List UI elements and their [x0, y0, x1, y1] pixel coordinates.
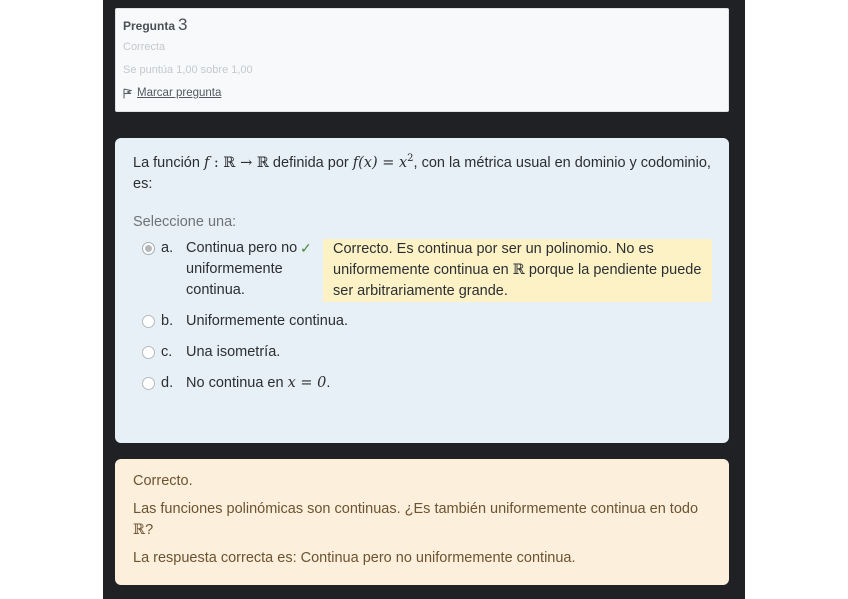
- option-c-radio[interactable]: [142, 346, 155, 359]
- question-text: [133, 148, 711, 195]
- qtext-part2: definida por: [268, 154, 353, 171]
- flag-icon[interactable]: [123, 88, 132, 99]
- qtext-math-map: : ℝ → ℝ: [209, 154, 269, 171]
- option-d-label[interactable]: [186, 373, 330, 394]
- option-d-letter: d.: [161, 374, 174, 391]
- flag-question-row[interactable]: [123, 87, 721, 99]
- question-grade: Se puntúa 1,00 sobre 1,00: [123, 64, 253, 76]
- question-label: Pregunta: [123, 19, 176, 33]
- question-content: [115, 138, 729, 443]
- option-d-label-prefix: No continua en: [186, 374, 288, 391]
- option-b-letter: b.: [161, 312, 174, 329]
- qtext-math-f: f: [203, 154, 210, 171]
- answer-options: [133, 238, 711, 394]
- outcome-status: Correcto.: [133, 473, 193, 489]
- answer-prompt: Seleccione una:: [133, 213, 237, 230]
- option-a-letter: a.: [161, 239, 174, 256]
- option-c-letter: c.: [161, 343, 173, 360]
- qtext-math-exp: 2: [407, 153, 414, 164]
- right-answer: La respuesta correcta es: Continua pero no uniformemente continua.: [133, 550, 576, 566]
- specific-feedback-part2: porque la pendiente puede ser arbitrariamente grande.: [333, 261, 702, 299]
- outcome-feedback: [115, 459, 729, 585]
- option-b-radio[interactable]: [142, 315, 155, 328]
- option-d-math: x = 0: [287, 374, 327, 391]
- general-feedback: [133, 499, 711, 541]
- check-icon: ✓: [300, 239, 312, 256]
- option-c-label[interactable]: Una isometría.: [186, 343, 281, 360]
- qtext-part1: La función: [133, 154, 204, 171]
- specific-feedback-math: ℝ: [512, 261, 525, 278]
- question-number: 3: [178, 15, 188, 34]
- question-state: Correcta: [123, 41, 166, 53]
- general-feedback-part1: Las funciones polinómicas son continuas. ¿Es también uniformemente continua en todo: [133, 501, 699, 517]
- option-b[interactable]: [133, 311, 711, 332]
- qtext-part3: , con la métrica usual en dominio y codominio, es:: [133, 154, 711, 192]
- option-b-label[interactable]: Uniformemente continua.: [186, 312, 348, 329]
- specific-feedback-part1: Correcto. Es continua por ser un polinomio. No es uniformemente continua en: [333, 240, 654, 278]
- option-d[interactable]: [133, 373, 711, 394]
- specific-feedback: [323, 239, 712, 302]
- question-info-panel: [115, 8, 729, 112]
- flag-question-link[interactable]: Marcar pregunta: [137, 87, 222, 99]
- qtext-math-fx: f(x) = x: [352, 154, 408, 171]
- option-d-label-suffix: .: [326, 374, 331, 391]
- general-feedback-math: ℝ: [133, 522, 146, 538]
- option-c[interactable]: [133, 342, 711, 363]
- option-d-radio[interactable]: [142, 377, 155, 390]
- option-a-label[interactable]: Continua pero no uniformemente continua.: [186, 239, 298, 298]
- option-a[interactable]: [133, 238, 711, 301]
- general-feedback-part2: ?: [145, 522, 154, 538]
- option-a-radio[interactable]: [142, 242, 155, 255]
- question-title: [123, 15, 721, 35]
